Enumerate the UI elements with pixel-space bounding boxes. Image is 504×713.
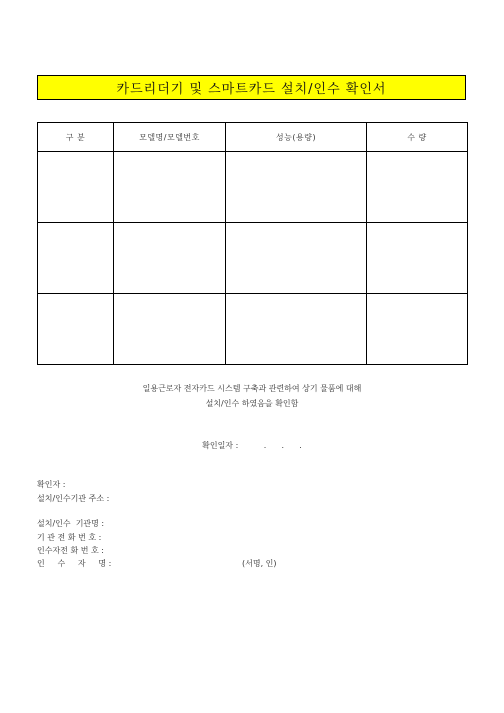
table-cell — [114, 223, 226, 294]
table-cell — [367, 152, 468, 223]
table-cell — [114, 152, 226, 223]
table-cell — [367, 223, 468, 294]
confirmer-label: 확인자 : — [37, 480, 66, 489]
table-cell — [38, 294, 114, 365]
header-capacity: 성능(용량) — [226, 123, 367, 152]
header-category: 구 분 — [38, 123, 114, 152]
table-cell — [226, 152, 367, 223]
equipment-table — [37, 122, 468, 365]
table-cell — [367, 294, 468, 365]
statement-line-1: 일용근로자 전자카드 시스템 구축과 관련하여 상기 물품에 대해 — [142, 384, 362, 393]
receiver-name-label: 인 수 자 명 : — [37, 559, 112, 568]
install-org-name-label: 설치/인수 기관명 : — [37, 519, 105, 528]
table-cell — [226, 223, 367, 294]
header-model: 모델명/모델번호 — [114, 123, 226, 152]
confirm-date: 확인일자 : . . . — [202, 441, 302, 450]
table-header-row — [38, 123, 468, 152]
document-title: 카드리더기 및 스마트카드 설치/인수 확인서 — [37, 75, 466, 100]
table-cell — [226, 294, 367, 365]
signature-note: (서명, 인) — [242, 559, 277, 568]
receiver-phone-label: 인수자전 화 번 호 : — [37, 546, 104, 555]
org-phone-label: 기 관 전 화 번 호 : — [37, 533, 102, 542]
table-cell — [114, 294, 226, 365]
header-quantity: 수 량 — [367, 123, 468, 152]
table-row — [38, 223, 468, 294]
table-row — [38, 294, 468, 365]
table-row — [38, 152, 468, 223]
install-address-label: 설치/인수기관 주소 : — [37, 494, 110, 503]
table-cell — [38, 152, 114, 223]
statement-line-2: 설치/인수 하였음을 확인함 — [205, 399, 299, 408]
table-cell — [38, 223, 114, 294]
